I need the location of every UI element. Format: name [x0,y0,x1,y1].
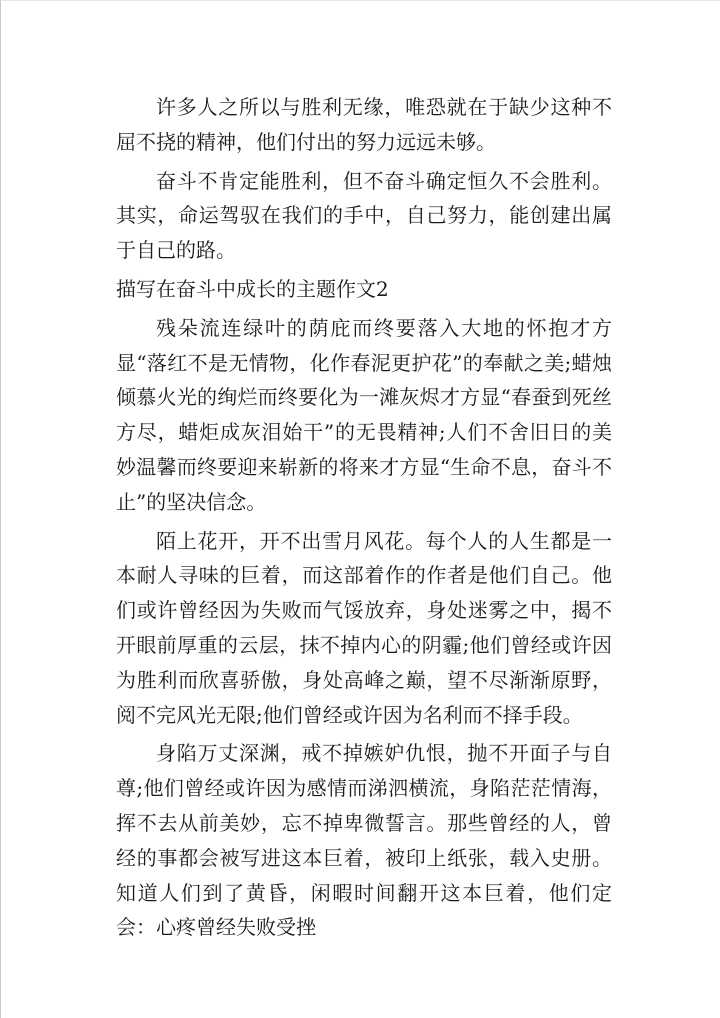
paragraph-2: 奋斗不肯定能胜利，但不奋斗确定恒久不会胜利。其实，命运驾驭在我们的手中，自己努力，能创建出属于自己的路。 [116,168,612,263]
paragraph-3: 残朵流连绿叶的荫庇而终要落入大地的怀抱才方显“落红不是无情物，化作春泥更护花”的奉献之美;蜡烛倾慕火光的绚烂而终要化为一滩灰烬才方显“春蚕到死丝方尽，蜡炬成灰泪始干”的无畏精神;人们不舍旧日的美妙温馨而终要迎来崭新的将来才方显“生命不息，奋斗不止”的坚决信念。 [116,315,612,514]
paragraph-5: 身陷万丈深渊，戒不掉嫉妒仇恨，抛不开面子与自尊;他们曾经或许因为感情而涕泗横流，身陷茫茫情海，挥不去从前美妙，忘不掉卑微誓言。那些曾经的人，曾经的事都会被写进这本巨着，被印上纸张，载入史册。知道人们到了黄昏，闲暇时间翻开这本巨着，他们定会：心疼曾经失败受挫 [116,741,612,940]
paragraph-4: 陌上花开，开不出雪月风花。每个人的人生都是一本耐人寻味的巨着，而这部着作的作者是他们自己。他们或许曾经因为失败而气馁放弃，身处迷雾之中，揭不开眼前厚重的云层，抹不掉内心的阴霾;他们曾经或许因为胜利而欣喜骄傲，身处高峰之巅，望不尽渐渐原野，阅不完风光无限;他们曾经或许因为名利而不择手段。 [116,528,612,727]
paragraph-1: 许多人之所以与胜利无缘，唯恐就在于缺少这种不屈不挠的精神，他们付出的努力远远未够。 [116,95,612,154]
document-body [116,90,612,949]
section-heading: 描写在奋斗中成长的主题作文2 [116,276,389,301]
